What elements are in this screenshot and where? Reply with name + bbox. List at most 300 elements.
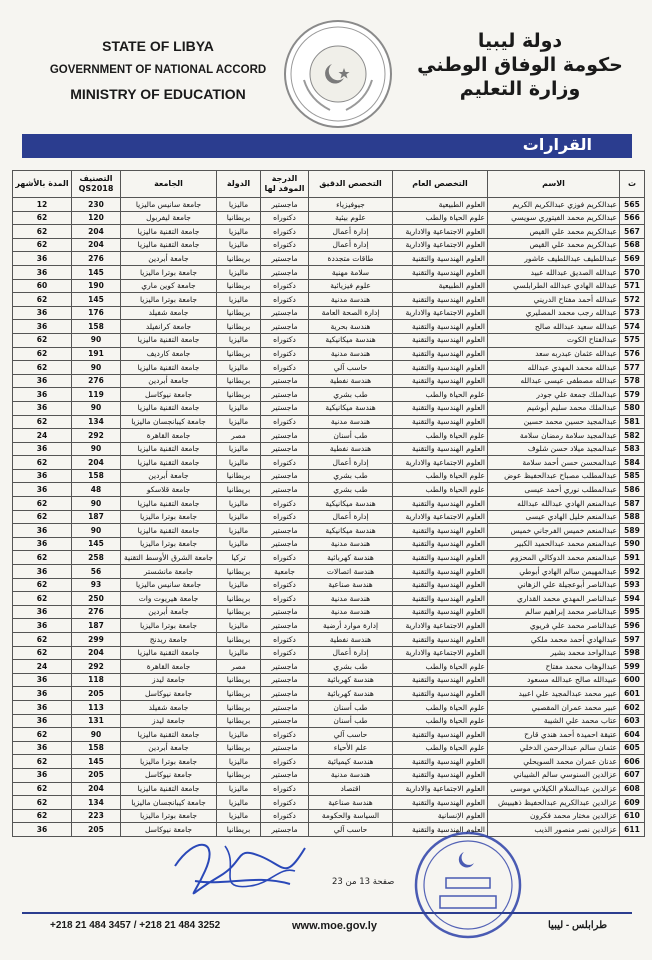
table-cell: 582 (620, 429, 645, 443)
table-cell: ماجستير (261, 306, 309, 320)
table-cell: عبدالله محمد المهدي عبدالله (488, 361, 620, 375)
table-cell: 576 (620, 347, 645, 361)
table-cell: عبيدالله صالح عبدالله مسعود (488, 673, 620, 687)
table-cell: 62 (13, 510, 72, 524)
table-row (13, 429, 645, 443)
table-cell: 145 (72, 537, 121, 551)
table-row (13, 687, 645, 701)
table-cell: حاسب آلي (309, 728, 393, 742)
table-cell: عبدالمطلب نوري أحمد عيسى (488, 483, 620, 497)
table-cell: 594 (620, 592, 645, 606)
table-cell: ماجستير (261, 524, 309, 538)
table-cell: بريطانيا (217, 687, 261, 701)
table-cell: عدنان عمران محمد السويحلي (488, 755, 620, 769)
table-cell: 62 (13, 361, 72, 375)
letterhead-state: STATE OF LIBYA (102, 38, 214, 54)
table-cell: جامعة نيوكاسل (121, 768, 217, 782)
table-cell: ماليزيا (217, 578, 261, 592)
table-cell: ماجستير (261, 429, 309, 443)
table-cell: علوم الحياة والطب (393, 469, 488, 483)
table-cell: جامعة التقنية ماليزيا (121, 333, 217, 347)
table-cell: 581 (620, 415, 645, 429)
table-cell: 36 (13, 401, 72, 415)
table-row (13, 252, 645, 266)
table-row (13, 823, 645, 837)
table-cell: العلوم الهندسية والتقنية (393, 524, 488, 538)
table-cell: عبدالله مصطفى عيسى عبدالله (488, 374, 620, 388)
table-cell: جامعة ليدز (121, 714, 217, 728)
table-cell: 276 (72, 605, 121, 619)
table-cell: ماليزيا (217, 198, 261, 212)
table-cell: عبدالكريم محمد علي القيص (488, 225, 620, 239)
table-row (13, 741, 645, 755)
table-row (13, 293, 645, 307)
column-header: الاسم (488, 171, 620, 198)
table-cell: 598 (620, 646, 645, 660)
table-row (13, 755, 645, 769)
table-cell: هندسة مدنية (309, 347, 393, 361)
table-cell: عتيقة احميدة أحمد هندي قارح (488, 728, 620, 742)
table-cell: العلوم الهندسية والتقنية (393, 823, 488, 837)
table-cell: عبدالله سعيد عبدالله صالح (488, 320, 620, 334)
table-cell: 36 (13, 524, 72, 538)
table-cell: 250 (72, 592, 121, 606)
table-cell: 574 (620, 320, 645, 334)
table-cell: 606 (620, 755, 645, 769)
table-cell: جامعة الشرق الأوسط التقنية (121, 551, 217, 565)
table-cell: 600 (620, 673, 645, 687)
table-cell: ماجستير (261, 252, 309, 266)
table-cell: عبدالله الصديق عبدالله عبيد (488, 265, 620, 279)
table-cell: جامعة مانشستر (121, 565, 217, 579)
table-cell: 24 (13, 660, 72, 674)
table-cell: العلوم الهندسية والتقنية (393, 578, 488, 592)
table-cell: تركيا (217, 551, 261, 565)
table-row (13, 605, 645, 619)
table-cell: العلوم الهندسية والتقنية (393, 768, 488, 782)
table-cell: العلوم الهندسية والتقنية (393, 796, 488, 810)
table-cell: دكتوراه (261, 456, 309, 470)
table-cell: 595 (620, 605, 645, 619)
table-body (13, 198, 645, 837)
table-cell: جامعة التقنية ماليزيا (121, 524, 217, 538)
table-row (13, 524, 645, 538)
table-cell: هندسة كيميائية (309, 755, 393, 769)
table-cell: جامعة نيوكاسل (121, 823, 217, 837)
letterhead-arabic (410, 30, 630, 100)
table-row (13, 442, 645, 456)
footer-divider (22, 912, 632, 914)
table-cell: 62 (13, 592, 72, 606)
table-cell: 36 (13, 714, 72, 728)
table-cell: جامعة القاهرة (121, 660, 217, 674)
column-header: ت (620, 171, 645, 198)
table-cell: العلوم الهندسية والتقنية (393, 333, 488, 347)
table-row (13, 510, 645, 524)
table-cell: جامعة التقنية ماليزيا (121, 361, 217, 375)
table-cell: بريطانيا (217, 347, 261, 361)
table-cell: جيوفيزياء (309, 198, 393, 212)
table-cell: 187 (72, 510, 121, 524)
table-cell: العلوم الهندسية والتقنية (393, 415, 488, 429)
table-row (13, 374, 645, 388)
table-cell: 599 (620, 660, 645, 674)
table-cell: 596 (620, 619, 645, 633)
table-cell: بريطانيا (217, 673, 261, 687)
table-cell: دكتوراه (261, 293, 309, 307)
table-row (13, 497, 645, 511)
table-row (13, 401, 645, 415)
table-cell: علوم الحياة والطب (393, 211, 488, 225)
table-cell: 134 (72, 796, 121, 810)
table-cell: 113 (72, 700, 121, 714)
table-cell: ماجستير (261, 469, 309, 483)
table-cell: 62 (13, 796, 72, 810)
table-cell: هندسة مدنية (309, 605, 393, 619)
table-cell: 190 (72, 279, 121, 293)
table-cell: بريطانيا (217, 633, 261, 647)
table-cell: ماليزيا (217, 333, 261, 347)
table-cell: بريطانيا (217, 768, 261, 782)
table-cell: العلوم الهندسية والتقنية (393, 442, 488, 456)
table-cell: جامعة بوترا ماليزيا (121, 537, 217, 551)
table-row (13, 225, 645, 239)
letterhead-government-ar: حكومة الوفاق الوطني (417, 54, 623, 76)
table-cell: 205 (72, 823, 121, 837)
table-cell: بريطانيا (217, 252, 261, 266)
table-cell: 276 (72, 374, 121, 388)
table-cell: العلوم الاجتماعية والادارية (393, 306, 488, 320)
table-cell: ماجستير (261, 388, 309, 402)
table-cell: دكتوراه (261, 238, 309, 252)
table-cell: علوم الحياة والطب (393, 741, 488, 755)
table-cell: 90 (72, 728, 121, 742)
table-cell: 62 (13, 347, 72, 361)
table-cell: 602 (620, 700, 645, 714)
table-cell: 119 (72, 388, 121, 402)
table-cell: 145 (72, 755, 121, 769)
table-cell: العلوم الهندسية والتقنية (393, 320, 488, 334)
table-row (13, 646, 645, 660)
table-cell: العلوم الهندسية والتقنية (393, 551, 488, 565)
table-cell: بريطانيا (217, 483, 261, 497)
table-cell: 597 (620, 633, 645, 647)
table-cell: 36 (13, 768, 72, 782)
table-cell: 587 (620, 497, 645, 511)
table-cell: جامعة بوترا ماليزيا (121, 619, 217, 633)
table-cell: علوم الحياة والطب (393, 660, 488, 674)
table-cell: هندسة مدنية (309, 537, 393, 551)
table-cell: جامعة شفيلد (121, 306, 217, 320)
table-cell: ماجستير (261, 320, 309, 334)
table-cell: 36 (13, 823, 72, 837)
table-cell: جامعة أبردين (121, 605, 217, 619)
table-cell: 601 (620, 687, 645, 701)
table-cell: عبدالله رجب محمد المصليري (488, 306, 620, 320)
table-cell: جامعة بوترا ماليزيا (121, 809, 217, 823)
table-cell: ماليزيا (217, 225, 261, 239)
column-header: الدرجة الموفد لها (261, 171, 309, 198)
table-cell: العلوم الهندسية والتقنية (393, 497, 488, 511)
table-cell: 62 (13, 497, 72, 511)
table-cell: 580 (620, 401, 645, 415)
table-cell: عبدالله أحمد مفتاح الدريني (488, 293, 620, 307)
table-cell: إدارة أعمال (309, 510, 393, 524)
table-cell: ماليزيا (217, 497, 261, 511)
table-cell: 258 (72, 551, 121, 565)
column-header: المدة بالأشهر (13, 171, 72, 198)
table-cell: 205 (72, 687, 121, 701)
table-cell: العلوم الهندسية والتقنية (393, 755, 488, 769)
table-cell: بريطانيا (217, 211, 261, 225)
table-cell: 36 (13, 320, 72, 334)
table-cell: هندسة بحرية (309, 320, 393, 334)
table-cell: هندسة كهربائية (309, 551, 393, 565)
table-cell: دكتوراه (261, 497, 309, 511)
official-stamp-icon (388, 830, 538, 940)
table-cell: عبدالناصر محمد علي فريوي (488, 619, 620, 633)
table-row (13, 673, 645, 687)
table-cell: 158 (72, 741, 121, 755)
table-cell: حاسب آلي (309, 823, 393, 837)
table-cell: 62 (13, 578, 72, 592)
table-cell: ماجستير (261, 265, 309, 279)
table-cell: عبدالملك محمد سليم أبوشيم (488, 401, 620, 415)
table-cell: العلوم الهندسية والتقنية (393, 252, 488, 266)
table-cell: 48 (72, 483, 121, 497)
table-cell: 62 (13, 755, 72, 769)
table-cell: بريطانيا (217, 565, 261, 579)
table-cell: العلوم الهندسية والتقنية (393, 728, 488, 742)
table-cell: بريطانيا (217, 279, 261, 293)
table-cell: 36 (13, 252, 72, 266)
table-cell: عبدالكريم فوزي عبدالكريم الكريم (488, 198, 620, 212)
table-cell: 603 (620, 714, 645, 728)
table-cell: 62 (13, 211, 72, 225)
table-cell: 191 (72, 347, 121, 361)
table-row (13, 796, 645, 810)
table-cell: 36 (13, 700, 72, 714)
table-cell: 605 (620, 741, 645, 755)
table-cell: جامعة كرانفيلد (121, 320, 217, 334)
table-cell: عبدالمنعم خليل الهادي عيسى (488, 510, 620, 524)
table-cell: 567 (620, 225, 645, 239)
table-cell: بريطانيا (217, 320, 261, 334)
table-cell: 204 (72, 225, 121, 239)
table-cell: 36 (13, 605, 72, 619)
table-cell: جامعة ليدز (121, 673, 217, 687)
table-cell: جامعة أبردين (121, 252, 217, 266)
table-cell: دكتوراه (261, 796, 309, 810)
table-cell: 62 (13, 456, 72, 470)
column-header: التصنيف QS2018 (72, 171, 121, 198)
table-cell: 62 (13, 809, 72, 823)
table-cell: 56 (72, 565, 121, 579)
table-cell: العلوم الهندسية والتقنية (393, 565, 488, 579)
table-cell: 90 (72, 442, 121, 456)
table-cell: العلوم الاجتماعية والادارية (393, 225, 488, 239)
table-row (13, 537, 645, 551)
table-cell: 62 (13, 225, 72, 239)
table-cell: جامعة كيبانجسان ماليزيا (121, 796, 217, 810)
table-cell: 586 (620, 483, 645, 497)
table-row (13, 633, 645, 647)
table-cell: 158 (72, 469, 121, 483)
table-cell: إدارة أعمال (309, 225, 393, 239)
letterhead-english (38, 38, 278, 102)
table-cell: بريطانيا (217, 306, 261, 320)
table-cell: عبدالناصر المهدي محمد القداري (488, 592, 620, 606)
table-cell: دكتوراه (261, 633, 309, 647)
table-cell: علوم الحياة والطب (393, 700, 488, 714)
table-cell: 569 (620, 252, 645, 266)
table-cell: علوم الحياة والطب (393, 483, 488, 497)
table-cell: 12 (13, 198, 72, 212)
table-cell: جامعة التقنية ماليزيا (121, 238, 217, 252)
letterhead-ministry: MINISTRY OF EDUCATION (70, 86, 246, 102)
table-row (13, 306, 645, 320)
table-cell: دكتوراه (261, 415, 309, 429)
table-cell: العلوم الطبيعية (393, 279, 488, 293)
table-cell: عبدالمجيد سلامة رمضان سلامة (488, 429, 620, 443)
table-cell: سلامة مهنية (309, 265, 393, 279)
table-cell: 90 (72, 401, 121, 415)
table-row (13, 265, 645, 279)
table-row (13, 483, 645, 497)
table-cell: طب بشري (309, 388, 393, 402)
decisions-table (12, 170, 645, 837)
table-cell: 90 (72, 361, 121, 375)
table-cell: جامعة هيريوت وات (121, 592, 217, 606)
table-cell: جامعة شفيلد (121, 700, 217, 714)
table-row (13, 619, 645, 633)
table-cell: 145 (72, 265, 121, 279)
table-cell: العلوم الهندسية والتقنية (393, 673, 488, 687)
table-cell: عبدالمنعم محمد عبدالحميد الكبير (488, 537, 620, 551)
table-cell: ماليزيا (217, 510, 261, 524)
table-cell: هندسة صناعية (309, 796, 393, 810)
table-cell: جامعة كوين ماري (121, 279, 217, 293)
table-cell: طب بشري (309, 660, 393, 674)
table-cell: 90 (72, 497, 121, 511)
table-cell: هندسة نفطية (309, 374, 393, 388)
letterhead-government: GOVERNMENT OF NATIONAL ACCORD (49, 64, 267, 76)
letterhead-state-ar: دولة ليبيا (477, 30, 563, 52)
table-cell: عزالدين نصر منصور الذيب (488, 823, 620, 837)
table-cell: جامعة كارديف (121, 347, 217, 361)
table-cell: ماجستير (261, 660, 309, 674)
table-row (13, 714, 645, 728)
table-cell: عبدالله الهادي عبدالله الطرابلسي (488, 279, 620, 293)
table-cell: علوم بيئية (309, 211, 393, 225)
table-cell: جامعة أبردين (121, 741, 217, 755)
table-cell: ماليزيا (217, 442, 261, 456)
table-cell: 62 (13, 782, 72, 796)
table-cell: عثمان سالم عبدالرحمن الدخلي (488, 741, 620, 755)
table-cell: 611 (620, 823, 645, 837)
table-row (13, 469, 645, 483)
table-cell: 187 (72, 619, 121, 633)
table-cell: دكتوراه (261, 646, 309, 660)
table-row (13, 592, 645, 606)
table-cell: جامعة بوترا ماليزيا (121, 510, 217, 524)
table-cell: دكتوراه (261, 279, 309, 293)
table-cell: هندسة ميكانيكية (309, 401, 393, 415)
table-cell: 62 (13, 333, 72, 347)
table-cell: العلوم الهندسية والتقنية (393, 687, 488, 701)
table-cell: ماليزيا (217, 646, 261, 660)
table-cell: هندسة مدنية (309, 415, 393, 429)
table-cell: ماليزيا (217, 524, 261, 538)
table-cell: ماجستير (261, 442, 309, 456)
table-cell: جامعة بوترا ماليزيا (121, 293, 217, 307)
table-cell: ماليزيا (217, 456, 261, 470)
table-cell: 590 (620, 537, 645, 551)
table-cell: هندسة مدنية (309, 768, 393, 782)
table-cell: بريطانيا (217, 823, 261, 837)
table-cell: هندسة مدنية (309, 293, 393, 307)
table-cell: ماليزيا (217, 401, 261, 415)
table-cell: العلوم الهندسية والتقنية (393, 374, 488, 388)
table-cell: طب أسنان (309, 714, 393, 728)
table-cell: العلوم الهندسية والتقنية (393, 605, 488, 619)
table-cell: عبدالناصر أبوعجيلة علي الزهاني (488, 578, 620, 592)
table-cell: دكتوراه (261, 578, 309, 592)
table-cell: هندسة اتصالات (309, 565, 393, 579)
table-cell: 118 (72, 673, 121, 687)
table-cell: دكتوراه (261, 225, 309, 239)
table-cell: جامعة كيبانجسان ماليزيا (121, 415, 217, 429)
table-cell: 292 (72, 429, 121, 443)
table-cell: العلوم الهندسية والتقنية (393, 401, 488, 415)
table-row (13, 700, 645, 714)
table-cell: ماجستير (261, 714, 309, 728)
table-cell: ماليزيا (217, 415, 261, 429)
table-cell: هندسة كهربائية (309, 673, 393, 687)
table-cell: 299 (72, 633, 121, 647)
table-cell: العلوم الهندسية والتقنية (393, 347, 488, 361)
column-header: التخصص العام (393, 171, 488, 198)
table-cell: 610 (620, 809, 645, 823)
table-cell: العلوم الهندسية والتقنية (393, 633, 488, 647)
table-row (13, 768, 645, 782)
table-cell: جامعة ريدنج (121, 633, 217, 647)
table-cell: بريطانيا (217, 469, 261, 483)
table-cell: العلوم الطبيعية (393, 198, 488, 212)
table-cell: إدارة أعمال (309, 646, 393, 660)
table-cell: عبدالواحد محمد بشير (488, 646, 620, 660)
table-cell: عبدالمنعم الهادي عبدالله عبدالله (488, 497, 620, 511)
table-cell: جامعة التقنية ماليزيا (121, 442, 217, 456)
table-cell: العلوم الهندسية والتقنية (393, 592, 488, 606)
table-row (13, 578, 645, 592)
table-cell: طب أسنان (309, 700, 393, 714)
section-title-bar (22, 134, 632, 158)
table-cell: 573 (620, 306, 645, 320)
table-cell: مصر (217, 660, 261, 674)
table-row (13, 320, 645, 334)
table-cell: ماليزيا (217, 619, 261, 633)
footer-website[interactable]: www.moe.gov.ly (292, 920, 377, 932)
column-header: التخصص الدقيق (309, 171, 393, 198)
table-cell: طاقات متجددة (309, 252, 393, 266)
table-cell: عبدالمنعم محمد الدوكالي المحزوم (488, 551, 620, 565)
table-cell: عزالدين مختار محمد فكرون (488, 809, 620, 823)
table-cell: عبدالمجيد ميلاد حسن شلوف (488, 442, 620, 456)
table-cell: عبدالكريم محمد علي القيص (488, 238, 620, 252)
table-cell: ماجستير (261, 198, 309, 212)
table-row (13, 782, 645, 796)
